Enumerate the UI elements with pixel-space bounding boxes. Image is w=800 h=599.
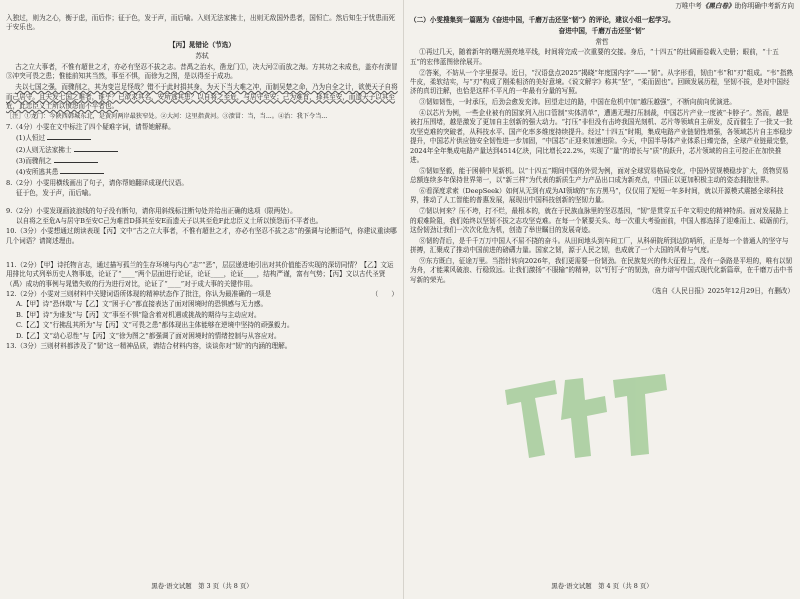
q7-item-3: (3)而骤削之 xyxy=(16,156,398,166)
q7-item-1: (1)人恒过 xyxy=(16,133,398,143)
answer-blank[interactable] xyxy=(60,167,104,174)
article-source: （选自《人民日报》2025年12月29日，有删改） xyxy=(648,286,794,295)
article-title: 奋进中国，千磨万击还坚“韧” xyxy=(558,26,646,35)
article-para-1: ①再过几天，随着新年的曙光照亮地平线，时间将完成一次重要的交接。身后，“十四五”的壮阔画卷载入史册；眼前，“十五五”的宏伟蓝图徐徐展开。 xyxy=(410,48,779,66)
section-title: （二）小雯搜集到一篇题为《奋进中国，千磨万击还坚“韧”》的评论，建议小组一起学习。 xyxy=(410,16,675,25)
bing-title: 【丙】晁错论（节选） xyxy=(169,41,235,50)
left-page xyxy=(6,0,398,599)
article-para-6: ⑥看深度求索（DeepSeek）如何从无到有成为AI领域的“东方黑马”，仅仅用了短短一年多时间，就以开源模式震撼全球科技界，推动了人工智能的普惠发展，展现出中国科技创新的坚韧力量。 xyxy=(410,186,784,205)
bing-author: 苏轼 xyxy=(195,52,209,61)
question-9: 9.（2分）小雯发现画波浪线的句子没有断句，请你用斜线标注断句处并给出正确的选项（限两处）。 xyxy=(6,206,297,215)
answer-blank[interactable] xyxy=(74,145,118,152)
page-footer-left: 黑卷·语文试题 第 3 页（共 8 页） xyxy=(151,581,253,590)
article-para-9: ⑨东方既白，征途万里。当指针转向2026年，我们更需要一份韧劲。在民族复兴的伟大征程上，没有一条路是平坦的，唯有以韧为舟，才能乘风破浪、行稳致远。让我们激扬“不服输”的精神，以“钉钉子”的韧劲，奋力谱写中国式现代化新篇章，在千磨万击中书写新的荣光。 xyxy=(410,256,793,284)
q12-option-a: A.【甲】诗“恐休歇”与【乙】文“困于心”都直接表达了面对困境时的恐惧感与无力感。 xyxy=(16,300,268,309)
page-footer-right: 黑卷·语文试题 第 4 页（共 8 页） xyxy=(551,581,653,590)
q12-option-d: D.【乙】文“动心忍性”与【丙】文“徐为图之”都强调了面对困境时的情绪控制与从容应对。 xyxy=(16,331,281,340)
q9-sentence: 以自将之至危A与居守B至安C己为难首D择其至安E而遗天子以其至危F此忠臣义士所以愤怨而不平者也。 xyxy=(16,216,323,225)
article-para-2: ②答案，不妨从一个字里探寻。近日，“汉语盘点2025”揭晓“年度国内字”——“韧”。从字形看，韧由“韦”和“刃”组成。“韦”指熟牛皮，柔软结实，与“刃”构成了刚柔相济的美好意境。《说文解字》称其“坚”，“柔而固也”。回顾发展历程，坚韧不拔，是对中国经济的真切注解，也恰是这样不平凡的一年最有分量的写照。 xyxy=(410,68,793,96)
bing-para-1: 古之立大事者，不惟有超世之才，亦必有坚忍不拔之志。昔禹之治水，凿龙门①，决大河②而放之海。方其功之未成也，盖亦有溃冒③冲突可畏之患；惟能前知其当然，事至不惧，而徐为之图，是以得至于成功。 xyxy=(6,62,398,81)
question-12: 12.（2分）小雯对三则材料中关键词语所体现的精神状态作了批注，你认为最准确的一项是 （ ） xyxy=(6,290,398,299)
intro-text: 入独过，则为之心，衡于虑，而后作；征于色，发于声，而后喻。入则无法家拂士，出则无敌国外患者，国恒亡。然后知生于忧患而死于安乐也。 xyxy=(6,14,396,32)
right-page xyxy=(410,0,794,599)
question-11: 11.（2分）【甲】诗托物言志，通过描写孤兰的生存环境与内心“志”“恶”，层层递进地引出对其价值能否实现的深切同情？【乙】文运用排比句式列举历史人物事迹，论证了“____”两个层面进行论证，论证____，论证____，结构严谨，富有气势；【丙】文以古代圣贤（禹）成功的事例与晁错失败的行为进行对比，论证了“____”对于成大事的关键作用。 xyxy=(6,260,394,288)
page-header: 万唯中考《黑白卷》助你明确中考新方向 xyxy=(675,2,794,10)
article-para-7: ⑦韧以何来？压不垮，打不烂，最根本的，就在于民族血脉里的坚忍基因，“韧”是贯穿五千年文明史的精神特质。面对发展路上的艰难险阻，我们始终以坚韧不拔之志攻坚克难。在每一个紧要关头、每一次重大考验面前，中国人都选择了迎难而上、砥砺前行，这份韧劲让我们一次次化危为机，创造了举世瞩目的发展奇迹。 xyxy=(410,207,793,234)
answer-blank[interactable] xyxy=(54,156,98,163)
q12-option-b: B.【甲】诗“为谁发”与【丙】文“事至不惧”隐含着对机遇或挑战的期待与主动应对。 xyxy=(16,310,261,319)
answer-blank[interactable] xyxy=(47,133,91,140)
answer-paren[interactable]: （ ） xyxy=(371,290,398,299)
question-8: 8.（2分）小雯用横线画出了句子，请你帮她翻译成现代汉语。 xyxy=(6,178,188,187)
q12-option-c: C.【乙】文“行拂乱其所为”与【丙】文“可畏之患”都体现出主体能够在逆境中坚持的顽强毅力。 xyxy=(16,321,294,330)
bing-notes: ［注］①龙门：今陕西韩城东北，是黄河两岸最狭窄处。②大河：这里指黄河。③溃冒：当，当...。④治：我下令当... xyxy=(6,112,328,120)
q7-item-2: (2)人则无法家拂士 xyxy=(16,145,398,155)
article-para-3: ③韧如韧性，一时承压，后劲会愈发充沛。回望走过的路，中国在危机中加“越压越强”，不断向前向优演进。 xyxy=(419,98,736,107)
question-7: 7.（4分）小雯在文中标注了四个疑难字词，请帮她解释。 xyxy=(6,123,175,132)
article-author: 常哲 xyxy=(595,37,609,46)
question-10: 10.（3分）小雯想通过朗读表现【丙】文中“古之立大事者，不惟有超世之才，亦必有坚忍不拔之志”的强调与论断语气，你建议重读哪几个词语？请简述理由。 xyxy=(6,227,397,245)
article-para-8: ⑧韧的背后，是千千万万中国人不屈不挠的奋斗。从田间地头到车间工厂，从科研院所到边防哨所，正是每一个普通人的坚守与拼搏，汇聚成了推动中国前进的磅礴力量。国家之韧，源于人民之韧，也成就了一个大国的风骨与气度。 xyxy=(410,236,789,255)
q7-item-4: (4)安所逃其患 xyxy=(16,167,398,177)
q8-sentence: 征于色，发于声，而后喻。 xyxy=(16,189,96,198)
bing-para-2: 夫以七国之强，而骤削之，其为变岂足怪哉？错不于此时捐其身，为天下当大难之冲，而制吴楚之命，乃为自全之计，欲使天子自将而己居守。且夫发七国之难者，谁乎？已欲求其名，安所逃其患？以自将之至危，与居守至安；己为难首，择其至安，而遗天子以其至危，此忠臣义士所以愤怨而不平者也。 xyxy=(6,83,398,110)
article-para-4: ④以芯片为例，一些企业被有的国家列入出口管制“实体清单”，遭遇无理打压制裁，中国芯片产业一度被“卡脖子”。然而，越是被打压围堵，越是激发了更加自主创新的强大动力。“打压”非但没有击垮我国光刻机、芯片等领域自主研发，反而催生了一批又一批攻坚克难的突破者，从科技水平、国产化率多维度持续提升。经过“十四五”时期，集成电路产业链韧性增强，各领域芯片自主率稳步提升，中国芯片供应链安全韧性进一步加固，“中国芯”正迎来加速进阶。今天，中国半导体产业体系日臻完备，全球产业链最完整，2024年全年集成电路产量达到4514亿块，同比增长22.2%，实现了“量”的增长与“质”的跃升，芯片领域的自主可控正在加快推进。 xyxy=(410,109,793,164)
article-para-5: ⑤韧如坚毅，能于困顿中见新机。以“十四五”期间中国的外贸为例，面对全球贸易格局变化，中国外贸规模稳步扩大，货物贸易总额连续多年保持世界第一，以“新三样”为代表的新质生产力产品出口成为新亮点，中国正以更加积极主动的姿态拥抱世界。 xyxy=(410,166,789,185)
question-13: 13.（3分）三则材料都涉及了“韧”这一精神品质，请结合材料内容，谈谈你对“韧”的内涵的理解。 xyxy=(6,341,292,350)
page-divider xyxy=(403,0,404,599)
